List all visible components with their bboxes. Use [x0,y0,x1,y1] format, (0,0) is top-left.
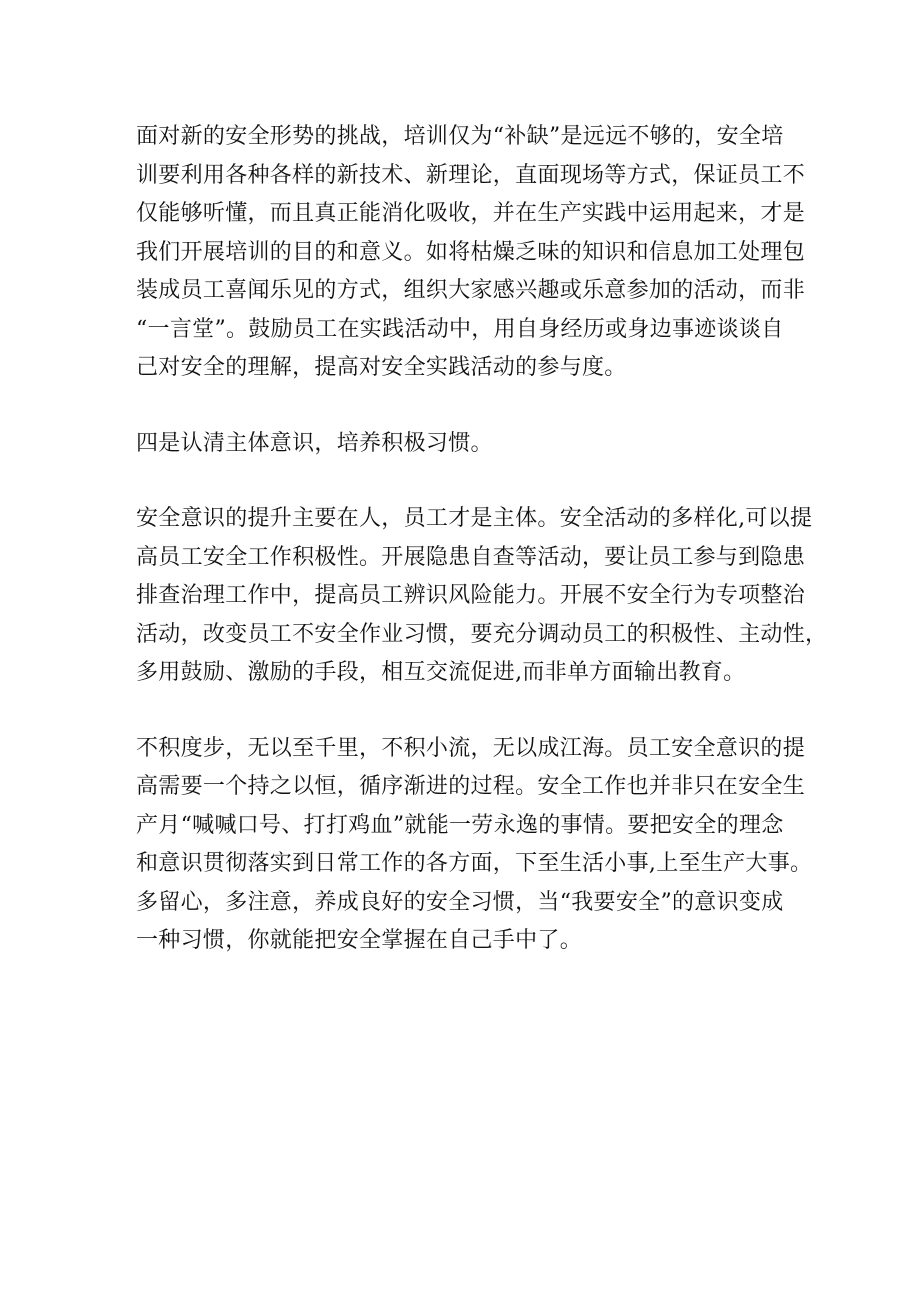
text-line: 己对安全的理解，提高对安全实践活动的参与度。 [136,355,627,380]
paragraph-spacer [136,463,796,500]
text-line: “一言堂”。鼓励员工在实践活动中，用自身经历或身边事迹谈谈自 [136,316,784,342]
text-line: 活动，改变员工不安全作业习惯，要充分调动员工的积极性、主动性， [136,621,828,647]
text-line: 和意识贯彻落实到日常工作的各方面，下至生活小事,上至生产大事。 [136,851,813,876]
text-line: 我们开展培训的目的和意义。如将枯燥乏味的知识和信息加工处理包 [136,239,806,265]
section-heading: 四是认清主体意识，培养积极习惯。 [136,430,493,456]
text-line: 面对新的安全形势的挑战，培训仅为“补缺”是远远不够的，安全培 [136,124,784,149]
text-line: 训要利用各种各样的新技术、新理论，直面现场等方式，保证员工不 [136,162,806,188]
paragraph-4 [136,730,813,961]
paragraph-2-heading [136,425,796,464]
text-line: 高需要一个持之以恒，循序渐进的过程。安全工作也并非只在安全生 [136,774,806,799]
text-line: 排查治理工作中，提高员工辨识风险能力。开展不安全行为专项整治 [136,583,806,608]
paragraph-1 [136,118,806,388]
text-line: 安全意识的提升主要在人，员工才是主体。安全活动的多样化,可以提 [136,506,813,531]
text-line: 仅能够听懂，而且真正能消化吸收，并在生产实践中运用起来，才是 [136,201,806,226]
paragraph-spacer [136,693,796,730]
text-line: 多留心，多注意，养成良好的安全习惯，当“我要安全”的意识变成 [136,889,784,915]
text-line: 一种习惯，你就能把安全掌握在自己手中了。 [136,928,583,953]
text-line: 高员工安全工作积极性。开展隐患自查等活动，要让员工参与到隐患 [136,544,806,570]
document-body [136,118,828,961]
text-line: 不积度步，无以至千里，不积小流，无以成江海。员工安全意识的提 [136,735,806,761]
paragraph-3 [136,500,828,693]
text-line: 多用鼓励、激励的手段，相互交流促进,而非单方面输出教育。 [136,660,746,685]
paragraph-spacer [136,388,796,425]
text-line: 产月“喊喊口号、打打鸡血”就能一劳永逸的事情。要把安全的理念 [136,812,784,838]
text-line: 装成员工喜闻乐见的方式，组织大家感兴趣或乐意参加的活动，而非 [136,278,806,303]
